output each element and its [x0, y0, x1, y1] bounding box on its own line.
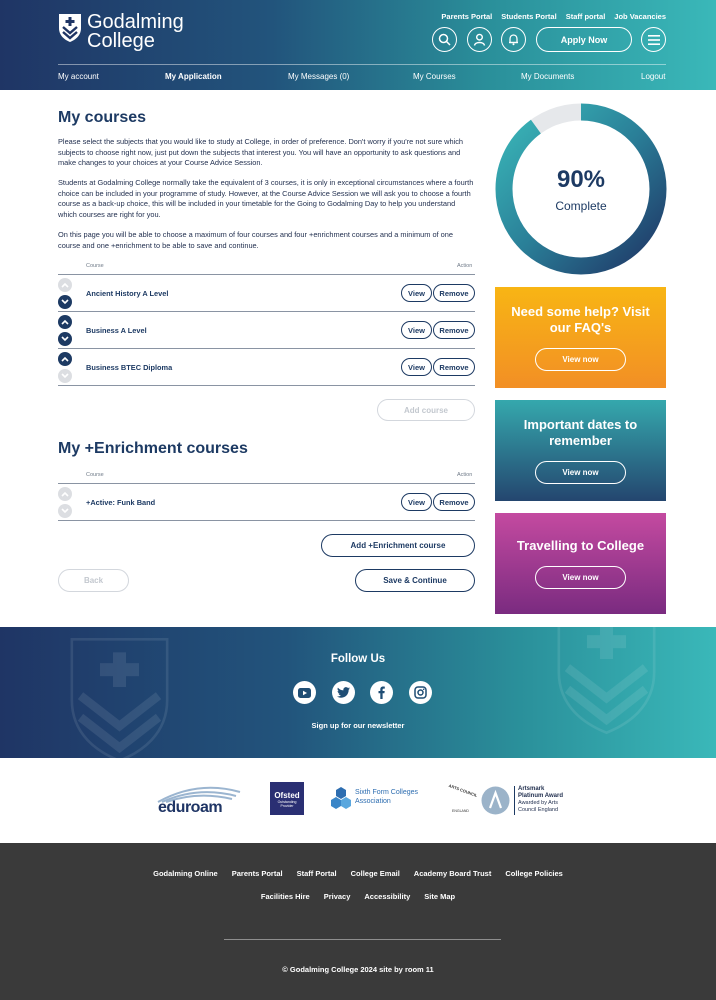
table-divider	[58, 520, 475, 521]
footer-link[interactable]: Privacy	[323, 892, 351, 901]
instagram-link[interactable]	[409, 681, 432, 704]
table-divider	[58, 483, 475, 484]
remove-button[interactable]: Remove	[433, 321, 475, 339]
chevron-up-icon	[61, 319, 69, 325]
travelling-view-now-button[interactable]: View now	[535, 566, 626, 589]
view-button[interactable]: View	[401, 284, 432, 302]
move-up-button[interactable]	[58, 352, 72, 366]
twitter-icon	[337, 687, 350, 698]
footer-link[interactable]: Facilities Hire	[260, 892, 310, 901]
footer-link[interactable]: College Email	[350, 869, 400, 878]
eduroam-logo	[152, 782, 244, 818]
move-up-button[interactable]	[58, 315, 72, 329]
enrichment-name: +Active: Funk Band	[86, 498, 156, 507]
facebook-link[interactable]	[370, 681, 393, 704]
site-footer	[0, 843, 716, 1000]
courses-column-course: Course	[86, 263, 104, 269]
footer-links-row-1	[0, 869, 716, 878]
back-button[interactable]: Back	[58, 569, 129, 592]
add-enrichment-button[interactable]: Add +Enrichment course	[321, 534, 475, 557]
chevron-down-icon	[61, 299, 69, 305]
move-down-button[interactable]	[58, 504, 72, 518]
faq-card	[495, 287, 666, 388]
course-name: Business BTEC Diploma	[86, 363, 173, 372]
save-continue-button[interactable]: Save & Continue	[355, 569, 475, 592]
remove-button[interactable]: Remove	[433, 284, 475, 302]
top-link-job-vacancies[interactable]: Job Vacancies	[614, 12, 666, 21]
course-name: Business A Level	[86, 326, 147, 335]
hexagons-icon	[330, 786, 352, 812]
move-down-button[interactable]	[58, 295, 72, 309]
menu-button[interactable]	[641, 27, 666, 52]
sfca-logo: Sixth Form Colleges Association	[330, 786, 425, 814]
nav-my-documents[interactable]: My Documents	[521, 72, 575, 81]
nav-divider	[58, 64, 666, 65]
footer-divider	[224, 939, 501, 940]
view-button[interactable]: View	[401, 358, 432, 376]
footer-link[interactable]: College Policies	[505, 869, 563, 878]
newsletter-link[interactable]: Sign up for our newsletter	[311, 721, 405, 730]
enrichment-column-action: Action	[457, 472, 473, 478]
footer-link[interactable]: Godalming Online	[153, 869, 218, 878]
footer-link[interactable]: Accessibility	[364, 892, 411, 901]
table-divider	[58, 274, 475, 275]
footer-links-row-2	[0, 892, 716, 901]
footer-link[interactable]: Site Map	[424, 892, 456, 901]
nav-logout[interactable]: Logout	[641, 72, 666, 81]
ofsted-logo: Ofsted Outstanding Provider	[270, 782, 304, 815]
eduroam-wordmark: eduroam	[158, 799, 223, 816]
view-button[interactable]: View	[401, 321, 432, 339]
instagram-icon	[414, 686, 427, 699]
table-divider	[58, 311, 475, 312]
courses-column-action: Action	[457, 263, 473, 269]
top-link-staff-portal[interactable]: Staff portal	[565, 12, 606, 21]
table-divider	[58, 348, 475, 349]
move-up-button[interactable]	[58, 487, 72, 501]
account-button[interactable]	[467, 27, 492, 52]
move-down-button[interactable]	[58, 332, 72, 346]
artsmark-badge-icon	[481, 786, 510, 815]
remove-button[interactable]: Remove	[433, 493, 475, 511]
nav-my-application[interactable]: My Application	[165, 72, 222, 81]
table-divider	[58, 385, 475, 386]
partner-logos	[0, 758, 716, 843]
site-header	[0, 0, 716, 90]
chevron-down-icon	[61, 508, 69, 514]
logo-text: Godalming College	[87, 11, 184, 52]
search-icon	[438, 33, 451, 46]
social-footer	[0, 627, 716, 758]
move-down-button[interactable]	[58, 369, 72, 383]
courses-intro-paragraph-1: Please select the subjects that you would like to study at College, in order of preference. Don't worry if you're not sure which subjects to choose right now, just put down the subjects that interest you. You will have an opportunity to ask questions and make changes to your choices at your Course Advice Session.	[58, 137, 463, 168]
move-up-button[interactable]	[58, 278, 72, 292]
nav-my-courses[interactable]: My Courses	[413, 72, 456, 81]
important-dates-view-now-button[interactable]: View now	[535, 461, 626, 484]
top-link-students-portal[interactable]: Students Portal	[501, 12, 557, 21]
progress-label: Complete	[555, 199, 607, 213]
courses-intro-paragraph-2: Students at Godalming College normally take the equivalent of 3 courses, it is only in exceptional circumstances where a fourth choice can be included in your programme of study. However, at the Course Advice Session we will ask you to choose a fourth course as a back-up choice, this will be included in your timetable for the Going to Godalming Day to help you understand which courses are right for you.	[58, 178, 474, 219]
courses-title: My courses	[58, 109, 147, 126]
shield-logo-icon	[58, 13, 82, 43]
travelling-title: Travelling to College	[516, 538, 645, 553]
add-course-button[interactable]: Add course	[377, 399, 475, 421]
college-logo[interactable]	[58, 13, 184, 51]
search-button[interactable]	[432, 27, 457, 52]
footer-link[interactable]: Academy Board Trust	[413, 869, 492, 878]
important-dates-title: Important dates to remember	[523, 417, 638, 448]
bell-icon	[507, 33, 520, 46]
follow-us-title: Follow Us	[330, 653, 386, 665]
chevron-down-icon	[61, 336, 69, 342]
chevron-down-icon	[61, 373, 69, 379]
facebook-icon	[378, 686, 385, 699]
footer-link[interactable]: Staff Portal	[296, 869, 337, 878]
courses-intro-paragraph-3: On this page you will be able to choose a maximum of four courses and four +enrichment courses and a minimum of one course and one +enrichment to be able to save and continue.	[58, 230, 453, 250]
progress-percent: 90%	[556, 166, 606, 193]
copyright: © Godalming College 2024 site by room 11	[282, 965, 434, 974]
faq-card-title: Need some help? Visit our FAQ's	[511, 304, 650, 335]
enrichment-title: My +Enrichment courses	[58, 440, 248, 457]
apply-now-button[interactable]: Apply Now	[536, 27, 632, 52]
view-button[interactable]: View	[401, 493, 432, 511]
remove-button[interactable]: Remove	[433, 358, 475, 376]
chevron-up-icon	[61, 356, 69, 362]
twitter-link[interactable]	[332, 681, 355, 704]
chevron-up-icon	[61, 491, 69, 497]
course-name: Ancient History A Level	[86, 289, 169, 298]
top-links	[441, 12, 666, 21]
youtube-icon	[298, 688, 311, 698]
top-link-parents-portal[interactable]: Parents Portal	[441, 12, 493, 21]
enrichment-column-course: Course	[86, 472, 104, 478]
user-icon	[473, 33, 486, 46]
artsmark-logo: Artsmark Platinum Award Awarded by Arts Council England	[481, 786, 581, 816]
youtube-link[interactable]	[293, 681, 316, 704]
faq-view-now-button[interactable]: View now	[535, 348, 626, 371]
footer-link[interactable]: Parents Portal	[231, 869, 283, 878]
chevron-up-icon	[61, 282, 69, 288]
important-dates-card	[495, 400, 666, 501]
arts-council-logo: ARTS COUNCIL ENGLAND	[448, 782, 479, 813]
nav-my-account[interactable]: My account	[58, 72, 99, 81]
hamburger-menu-icon	[648, 35, 660, 45]
nav-my-messages[interactable]: My Messages (0)	[288, 72, 350, 81]
travelling-card	[495, 513, 666, 614]
notifications-button[interactable]	[501, 27, 526, 52]
